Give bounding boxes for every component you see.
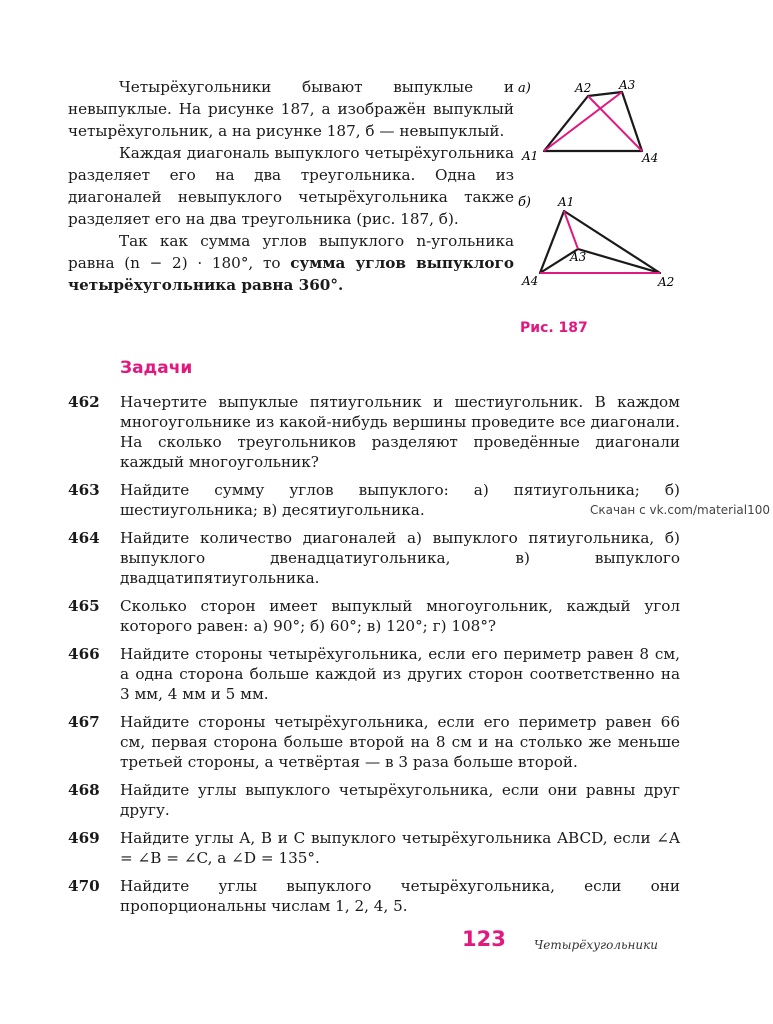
page-number: 123 (462, 927, 506, 951)
running-head: Четырёхугольники (534, 938, 659, 952)
watermark-text: Скачан с vk.com/material100 (590, 503, 771, 517)
intro-paragraph-2: Каждая диагональ выпуклого четырёхугольника разделяет его на два треугольника. Одна из диагоналей невыпуклого четырёхугольника также разделяет его на два треугольника (рис. 187, б). (68, 144, 514, 228)
figure-b-vertex-A1: A1 (558, 195, 575, 209)
problem-469 (68, 828, 680, 868)
problem-number: 464 (68, 529, 100, 547)
figure-b-vertex-A3: A3 (570, 250, 587, 264)
problem-466 (68, 644, 680, 704)
problem-number: 469 (68, 829, 100, 847)
problem-number: 466 (68, 645, 100, 663)
figure-a-diagonal-2 (588, 96, 642, 151)
problem-text: Найдите углы выпуклого четырёхугольника, если они пропорциональны числам 1, 2, 4, 5. (120, 877, 680, 915)
problem-number: 467 (68, 713, 100, 731)
intro-paragraph-3-start: Так как сумма углов выпуклого n-угольника равна (n − 2) · 180°, то (68, 232, 514, 272)
figure-a-vertex-A2: A2 (575, 81, 592, 95)
problem-text: Найдите количество диагоналей а) выпуклого пятиугольника, б) выпуклого двенадцатиугольника, в) выпуклого двадцатипятиугольника. (120, 529, 680, 587)
figure-caption: Рис. 187 (520, 320, 588, 336)
figure-b-vertex-A2: A2 (658, 275, 675, 289)
figure-b-quadrilateral (540, 211, 660, 273)
problem-text: Найдите стороны четырёхугольника, если его периметр равен 8 см, а одна сторона больше каждой из других сторон соответственно на 3 мм, 4 мм и 5 мм. (120, 645, 680, 703)
figure-187-drawing (518, 78, 688, 338)
problem-470 (68, 876, 680, 916)
figure-a-vertex-A4: A4 (642, 151, 659, 165)
problem-number: 470 (68, 877, 100, 895)
problem-number: 463 (68, 481, 100, 499)
problem-list (68, 392, 680, 924)
section-title: Задачи (120, 358, 193, 378)
figure-a-label: а) (518, 81, 531, 96)
problem-text: Сколько сторон имеет выпуклый многоугольник, каждый угол которого равен: а) 90°; б) 60°; в) 120°; г) 108°? (120, 597, 680, 635)
problem-464 (68, 528, 680, 588)
problem-text: Найдите стороны четырёхугольника, если его периметр равен 66 см, первая сторона больше второй на 8 см и на столько же меньше третьей стороны, а четвёртая — в 3 раза больше второй. (120, 713, 680, 771)
intro-paragraph-1: Четырёхугольники бывают выпуклые и невыпуклые. На рисунке 187, а изображён выпуклый четырёхугольник, а на рисунке 187, б — невыпуклый. (68, 78, 514, 140)
figure-b-vertex-A4: A4 (522, 274, 539, 288)
intro-text (68, 76, 514, 296)
figure-187 (518, 78, 688, 338)
intro-paragraph-3 (68, 230, 514, 296)
problem-463 (68, 480, 680, 520)
intro-theorem-bold: сумма углов выпуклого четырёхугольника равна 360°. (68, 254, 514, 294)
problem-text: Найдите углы выпуклого четырёхугольника, если они равны друг другу. (120, 781, 680, 819)
problem-number: 465 (68, 597, 100, 615)
problem-text: Найдите углы A, B и C выпуклого четырёхугольника ABCD, если ∠A = ∠B = ∠C, а ∠D = 135°. (120, 829, 680, 867)
figure-a-vertex-A3: A3 (619, 78, 636, 92)
problem-text: Найдите сумму углов выпуклого: а) пятиугольника; б) шестиугольника; в) десятиугольника. (120, 481, 680, 519)
problem-number: 462 (68, 393, 100, 411)
figure-b-label: б) (518, 195, 532, 210)
problem-462 (68, 392, 680, 472)
problem-465 (68, 596, 680, 636)
problem-467 (68, 712, 680, 772)
figure-a-vertex-A1: A1 (522, 149, 539, 163)
problem-number: 468 (68, 781, 100, 799)
problem-468 (68, 780, 680, 820)
problem-text: Начертите выпуклые пятиугольник и шестиугольник. В каждом многоугольнике из какой-нибудь вершины проведите все диагонали. На сколько треугольников разделяют проведённые диагонали каждый многоугольник? (120, 393, 680, 471)
